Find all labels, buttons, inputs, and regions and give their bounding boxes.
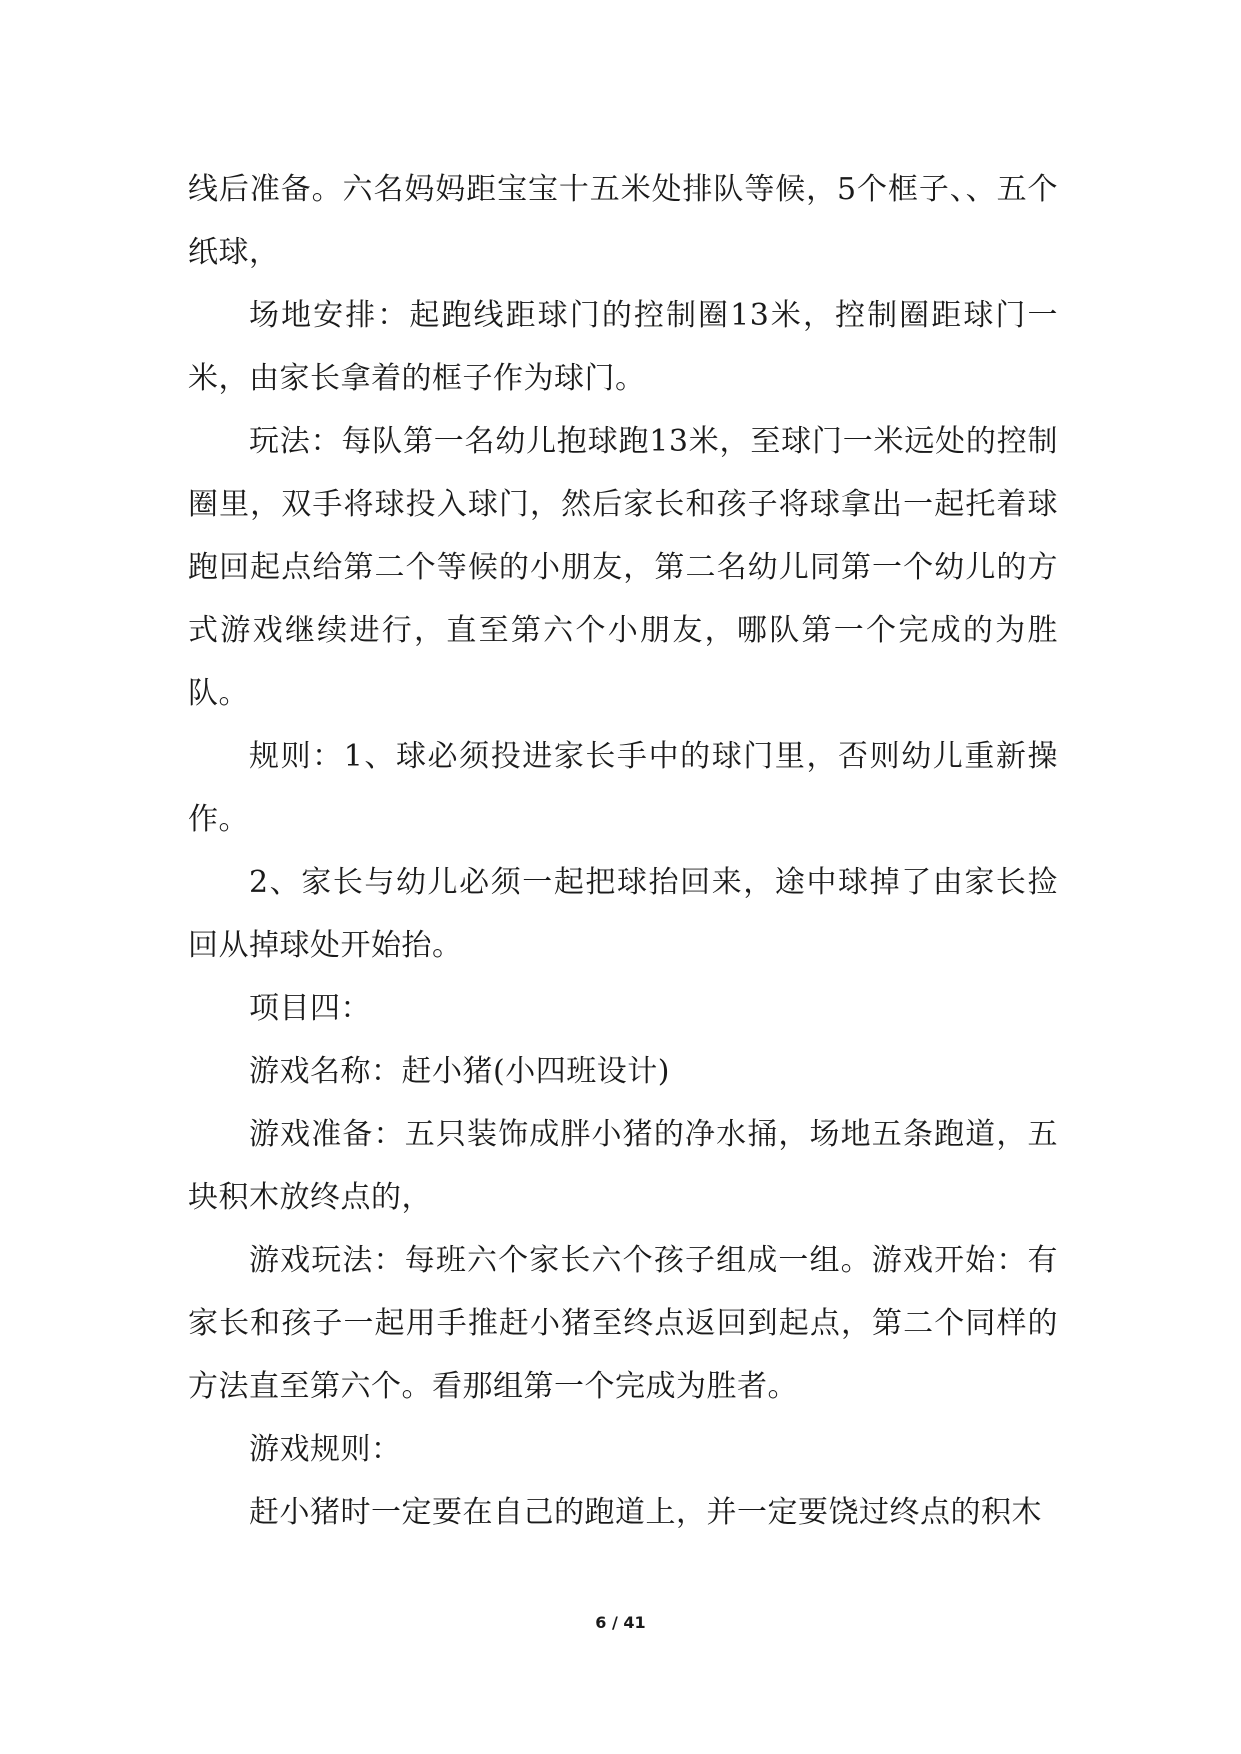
paragraph: 规则：1、球必须投进家长手中的球门里，否则幼儿重新操作。: [188, 739, 1058, 837]
paragraph: 项目四：: [249, 991, 371, 1026]
paragraph: 2、家长与幼儿必须一起把球抬回来，途中球掉了由家长捡回从掉球处开始抬。: [188, 865, 1058, 963]
paragraph: 场地安排：起跑线距球门的控制圈13米，控制圈距球门一米，由家长拿着的框子作为球门。: [188, 298, 1058, 396]
page-number: 6 / 41: [595, 1613, 646, 1632]
paragraph: 游戏规则：: [249, 1432, 402, 1467]
document-body: [188, 158, 1058, 1544]
paragraph: 游戏玩法：每班六个家长六个孩子组成一组。游戏开始：有家长和孩子一起用手推赶小猪至终点返回到起点，第二个同样的方法直至第六个。看那组第一个完成为胜者。: [188, 1243, 1058, 1404]
paragraph: 游戏名称：赶小猪(小四班设计): [249, 1054, 670, 1089]
paragraph: 玩法：每队第一名幼儿抱球跑13米，至球门一米远处的控制圈里，双手将球投入球门，然后家长和孩子将球拿出一起托着球跑回起点给第二个等候的小朋友，第二名幼儿同第一个幼儿的方式游戏继续进行，直至第六个小朋友，哪队第一个完成的为胜队。: [188, 424, 1058, 711]
paragraph: 线后准备。六名妈妈距宝宝十五米处排队等候，5个框子、、五个纸球，: [188, 172, 1058, 270]
paragraph: 赶小猪时一定要在自己的跑道上，并一定要饶过终点的积木: [249, 1495, 1042, 1530]
paragraph: 游戏准备：五只装饰成胖小猪的净水捅，场地五条跑道，五块积木放终点的，: [188, 1117, 1058, 1215]
